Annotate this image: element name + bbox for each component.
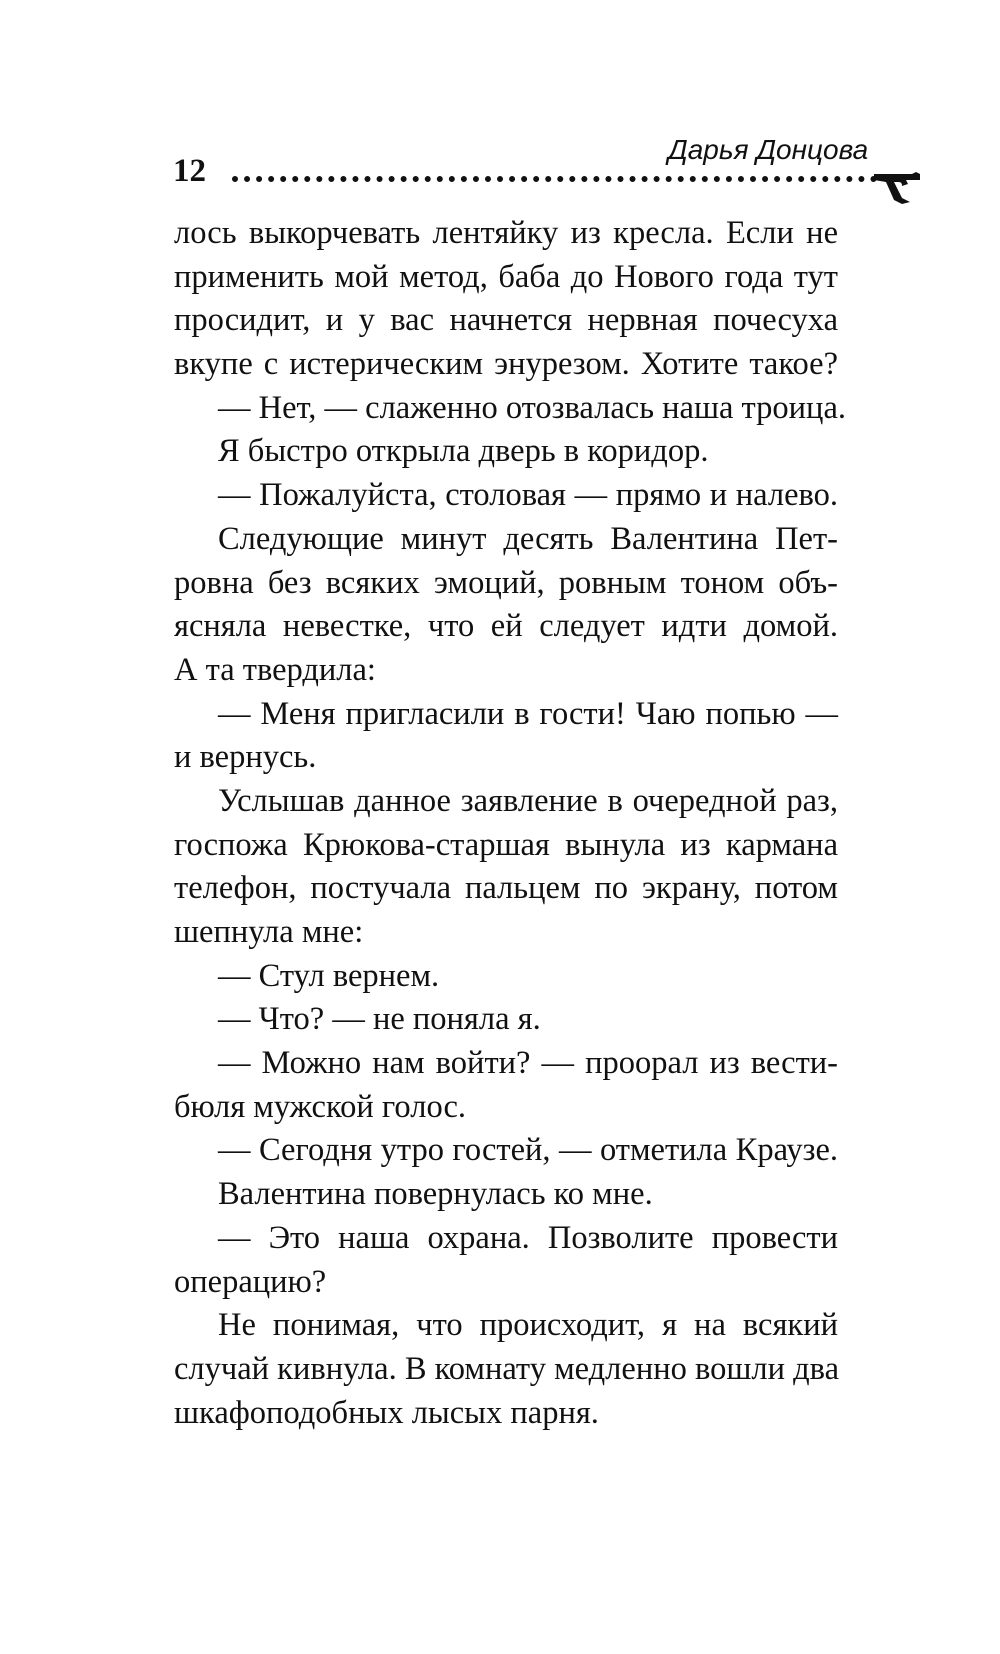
- page-number: 12: [173, 153, 206, 189]
- text-line: применить мой метод, баба до Нового года тут: [174, 258, 838, 295]
- text-line: и вернусь.: [174, 739, 317, 776]
- text-line: — Сегодня утро гостей, — отметила Краузе.: [218, 1132, 838, 1169]
- text-line: — Можно нам войти? — проорал из вести-: [218, 1045, 838, 1082]
- text-line: — Стул вернем.: [218, 957, 440, 994]
- text-line: телефон, постучала пальцем по экрану, потом: [174, 870, 838, 907]
- text-line: просидит, и у вас начнется нервная почесуха: [174, 302, 838, 339]
- text-line: А та твердила:: [174, 651, 376, 688]
- text-line: случай кивнула. В комнату медленно вошли два: [174, 1350, 839, 1387]
- text-line: вкупе с истерическим энурезом. Хотите такое?: [174, 346, 838, 383]
- text-line: лось выкорчевать лентяйку из кресла. Если не: [174, 215, 838, 251]
- text-line: Валентина повернулась ко мне.: [218, 1176, 653, 1213]
- text-line: ясняла невестке, что ей следует идти домой.: [174, 608, 838, 645]
- text-line: бюля мужской голос.: [174, 1088, 467, 1125]
- text-line: операцию?: [174, 1263, 327, 1300]
- text-line: — Это наша охрана. Позволите провести: [218, 1219, 838, 1256]
- text-line: ровна без всяких эмоций, ровным тоном объ-: [174, 564, 838, 601]
- text-line: — Пожалуйста, столовая — прямо и налево.: [218, 477, 838, 514]
- running-head-author: Дарья Донцова: [668, 134, 869, 165]
- text-line: госпожа Крюкова-старшая вынула из кармана: [174, 826, 838, 863]
- pistol-icon: [872, 168, 924, 206]
- page-header: [0, 0, 1000, 210]
- text-line: шкафоподобных лысых парня.: [174, 1394, 599, 1431]
- text-line: Не понимая, что происходит, я на всякий: [218, 1307, 838, 1344]
- dotted-rule: [232, 176, 877, 182]
- body-text: [174, 212, 846, 1435]
- text-line: шепнула мне:: [174, 914, 364, 950]
- text-line: Я быстро открыла дверь в коридор.: [218, 433, 709, 470]
- text-line: — Меня пригласили в гости! Чаю попью —: [218, 695, 838, 732]
- text-line: — Что? — не поняла я.: [218, 1001, 541, 1038]
- text-line: Услышав данное заявление в очередной раз,: [218, 782, 838, 819]
- text-line: — Нет, — слаженно отозвалась наша троица.: [218, 389, 846, 426]
- text-line: Следующие минут десять Валентина Пет-: [218, 520, 838, 557]
